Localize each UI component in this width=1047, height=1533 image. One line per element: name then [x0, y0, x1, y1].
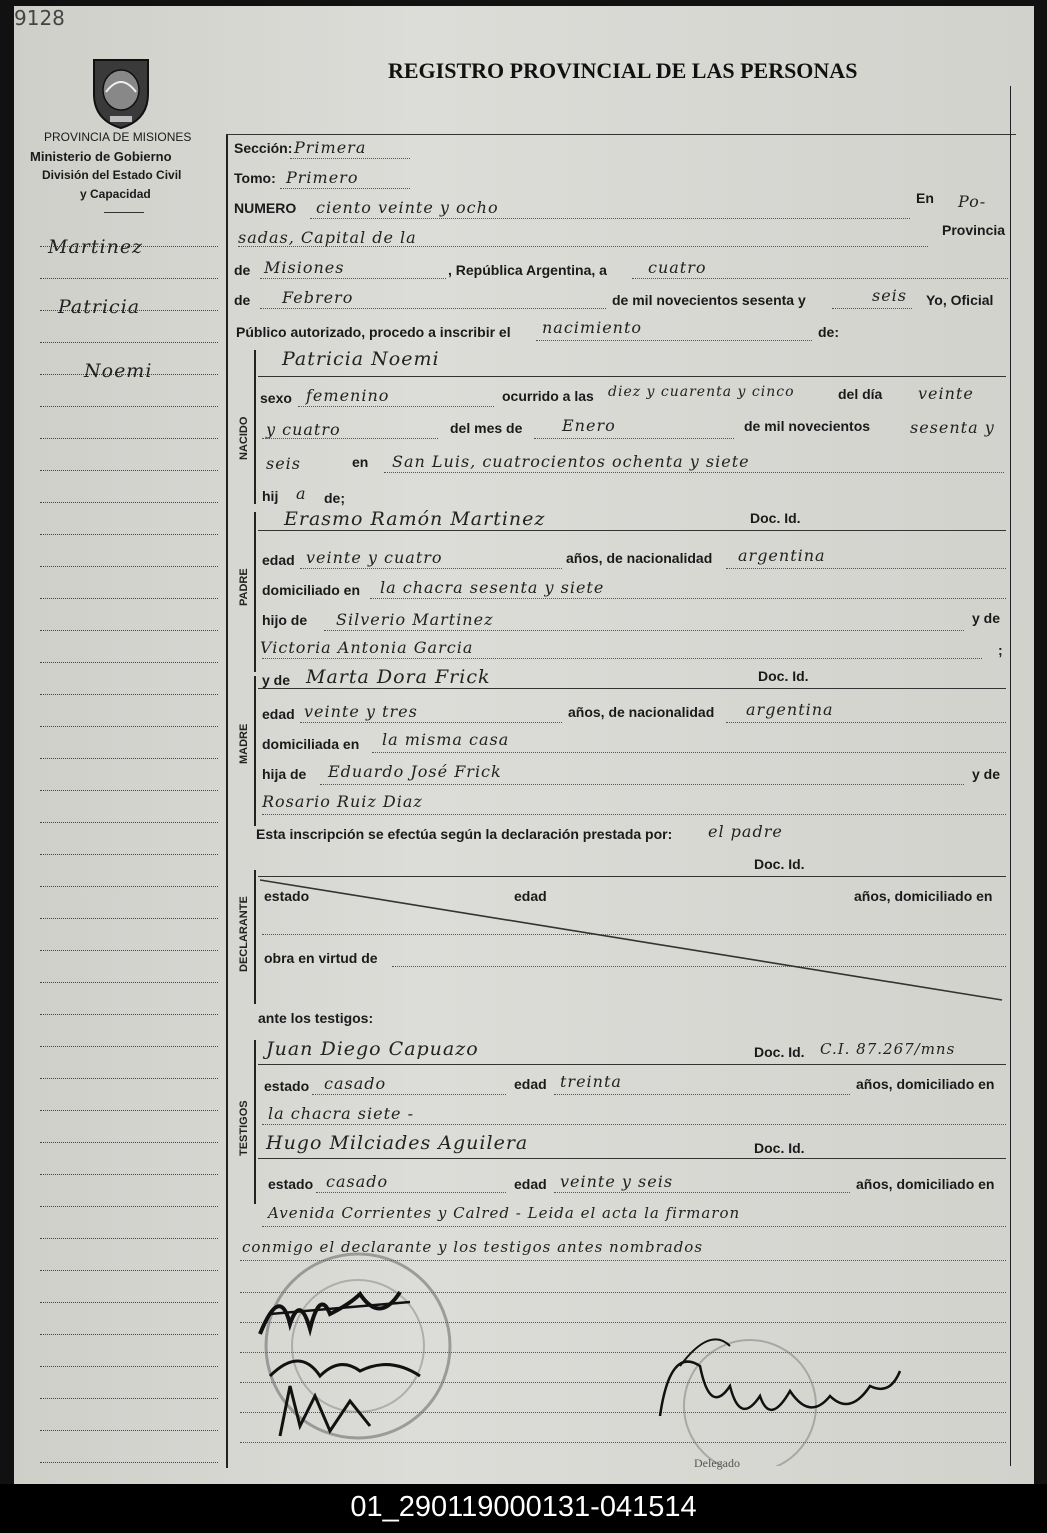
padre-dom-label: domiciliado en — [262, 582, 361, 598]
margin-ruled-line — [40, 1078, 218, 1079]
dia2-dots — [262, 438, 438, 439]
mes-value: Febrero — [282, 288, 354, 307]
margin-ruled-line — [40, 950, 218, 951]
numero-dots — [310, 218, 910, 219]
tomo-dots — [280, 188, 410, 189]
left-frame-line — [226, 134, 228, 1468]
hij-label: hij — [262, 488, 279, 504]
padre-nombre: Erasmo Ramón Martinez — [284, 508, 546, 530]
yo-oficial-label: Yo, Oficial — [926, 292, 994, 308]
mes-dots — [260, 308, 606, 309]
madre-bracket — [254, 676, 256, 826]
margin-ruled-line — [40, 1462, 218, 1463]
nacido-name-line — [258, 376, 1006, 377]
side-label-padre: PADRE — [238, 568, 250, 606]
side-label-testigos: TESTIGOS — [238, 1100, 250, 1156]
margin-ruled-line — [40, 1110, 218, 1111]
madre-dom-value: la misma casa — [382, 730, 510, 749]
margin-ruled-line — [40, 854, 218, 855]
testigo1-edad-label: edad — [514, 1076, 547, 1092]
padre-edad-value: veinte y cuatro — [306, 548, 443, 567]
madre-nac-value: argentina — [746, 700, 834, 719]
hora-value: diez y cuarenta y cinco — [608, 384, 795, 400]
margin-ruled-line — [40, 694, 218, 695]
cierre-text: conmigo el declarante y los testigos antes nombrados — [242, 1238, 704, 1256]
testigo2-dom-label: años, domiciliado en — [856, 1176, 995, 1192]
side-label-declarante: DECLARANTE — [238, 896, 250, 972]
margin-ruled-line — [40, 1206, 218, 1207]
en2-label: en — [352, 454, 369, 470]
declarante-bracket — [254, 870, 256, 1004]
madre-yde-label: y de — [262, 672, 291, 688]
margin-ruled-line — [40, 726, 218, 727]
del-mes-label: del mes de — [450, 420, 523, 436]
testigo1-name-line — [258, 1064, 1006, 1065]
margin-ruled-line — [40, 630, 218, 631]
declarante-name-line — [258, 876, 1006, 877]
provincial-crest-icon — [86, 54, 156, 130]
testigo2-estado-value: casado — [326, 1172, 389, 1191]
nac-mes-dots — [534, 438, 734, 439]
lugar-dots — [384, 472, 1004, 473]
madre-dom-label: domiciliada en — [262, 736, 360, 752]
margin-surname: Martinez — [48, 236, 144, 258]
sexo-label: sexo — [260, 390, 292, 406]
margin-ruled-line — [40, 566, 218, 567]
dia-dots — [632, 278, 1008, 279]
margin-ruled-line — [40, 1366, 218, 1367]
testigo1-edad-value: treinta — [560, 1072, 622, 1091]
org-ministry: Ministerio de Gobierno — [30, 149, 172, 164]
numero-value: ciento veinte y ocho — [316, 198, 499, 217]
nac-anio2-value: seis — [266, 454, 302, 473]
testigos-label: ante los testigos: — [258, 1010, 374, 1026]
margin-ruled-line — [40, 406, 218, 407]
madre-hija-label: hija de — [262, 766, 307, 782]
padre-hijo-dots — [324, 630, 964, 631]
hij-de-label: de; — [324, 490, 345, 506]
top-frame-line — [226, 134, 1016, 135]
padre-nac-value: argentina — [738, 546, 826, 565]
provincia-label: Provincia — [942, 222, 1006, 238]
margin-ruled-line — [40, 662, 218, 663]
de-mil-nov-label: de mil novecientos — [744, 418, 871, 434]
margin-ruled-line — [40, 1142, 218, 1143]
declarante-estado-label: estado — [264, 888, 310, 904]
madre-nombre: Marta Dora Frick — [306, 666, 491, 688]
seccion-dots — [290, 158, 410, 159]
margin-ruled-line — [40, 534, 218, 535]
margin-ruled-line — [40, 982, 218, 983]
acto-value: nacimiento — [542, 318, 643, 337]
madre-padre-value: Eduardo José Frick — [328, 762, 502, 781]
testigo1-dom-value: la chacra siete - — [268, 1104, 414, 1123]
dia-value: cuatro — [648, 258, 707, 277]
right-frame-line — [1010, 86, 1011, 1466]
testigo1-nombre: Juan Diego Capuazo — [266, 1038, 479, 1060]
padre-doc-label: Doc. Id. — [750, 510, 801, 526]
madre-madre-value: Rosario Ruiz Diaz — [262, 792, 423, 811]
en-value: Po- — [958, 192, 987, 211]
side-label-madre: MADRE — [238, 723, 250, 764]
margin-ruled-line — [40, 502, 218, 503]
padre-semicolon: ; — [998, 642, 1003, 658]
margin-ruled-line — [40, 758, 218, 759]
sexo-dots — [298, 406, 494, 407]
publico-label: Público autorizado, procedo a inscribir el — [236, 324, 511, 340]
madre-hija-dots — [320, 784, 964, 785]
de-colon-label: de: — [818, 324, 839, 340]
misiones-dots — [260, 278, 446, 279]
padre-dom-value: la chacra sesenta y siete — [380, 578, 605, 597]
testigo2-edad-value: veinte y seis — [560, 1172, 674, 1191]
margin-ruled-line — [40, 1014, 218, 1015]
margin-ruled-line — [40, 822, 218, 823]
registry-page — [14, 6, 1034, 1484]
margin-ruled-line — [40, 1302, 218, 1303]
padre-dom-dots — [370, 598, 1006, 599]
margin-ruled-line — [40, 470, 218, 471]
testigo1-doc-value: C.I. 87.267/mns — [820, 1040, 956, 1058]
org-division: División del Estado Civil — [42, 168, 182, 182]
seccion-label: Sección: — [234, 140, 293, 156]
org-divider — [104, 212, 144, 213]
stamp-text: Delegado — [694, 1456, 740, 1470]
margin-firstname: Patricia — [58, 296, 141, 318]
lugar-value: San Luis, cuatrocientos ochenta y siete — [392, 452, 750, 471]
corner-number: 9128 — [14, 6, 65, 30]
de2-label: de — [234, 292, 251, 308]
tomo-label: Tomo: — [234, 170, 276, 186]
margin-ruled-line — [40, 918, 218, 919]
seccion-value: Primera — [294, 138, 367, 157]
padre-padre-value: Silverio Martinez — [336, 610, 494, 629]
margin-ruled-line — [40, 1174, 218, 1175]
testigo1-dom-dots — [262, 1124, 1006, 1125]
scan-id-footer: 01_290119000131-041514 — [0, 1484, 1047, 1533]
madre-edad-dots — [300, 722, 562, 723]
org-capacity: y Capacidad — [80, 187, 151, 201]
margin-ruled-line — [40, 790, 218, 791]
madre-doc-label: Doc. Id. — [758, 668, 809, 684]
margin-ruled-line — [40, 438, 218, 439]
declaracion-label: Esta inscripción se efectúa según la declaración prestada por: — [256, 826, 673, 842]
padre-nac-label: años, de nacionalidad — [566, 550, 713, 566]
side-label-nacido: NACIDO — [238, 416, 250, 460]
padre-madre-value: Victoria Antonia Garcia — [260, 638, 474, 657]
padre-bracket — [254, 512, 256, 672]
madre-name-line — [258, 688, 1006, 689]
testigo1-edad-dots — [554, 1094, 850, 1095]
nacido-bracket — [254, 350, 256, 504]
declarante-edad-label: edad — [514, 888, 547, 904]
padre-name-line — [258, 530, 1006, 531]
republica-label: , República Argentina, a — [448, 262, 607, 278]
misiones-value: Misiones — [264, 258, 345, 277]
mil-nov-label: de mil novecientos sesenta y — [612, 292, 806, 308]
en-label: En — [916, 190, 934, 206]
testigo1-estado-dots — [312, 1094, 506, 1095]
testigo2-nombre: Hugo Milciades Aguilera — [266, 1132, 529, 1154]
sadas-value: sadas, Capital de la — [238, 228, 417, 247]
madre-nac-dots — [726, 722, 1006, 723]
margin-ruled-line — [40, 342, 218, 343]
dia2-value: y cuatro — [266, 420, 341, 439]
anio-dots — [832, 308, 912, 309]
declarante-signature-icon — [250, 1274, 430, 1354]
margin-ruled-line — [40, 1398, 218, 1399]
obra-label: obra en virtud de — [264, 950, 378, 966]
declarante-dom-label: años, domiciliado en — [854, 888, 993, 904]
testigo2-name-line — [258, 1158, 1006, 1159]
nacido-nombre: Patricia Noemi — [282, 348, 440, 370]
padre-madre-dots — [262, 658, 982, 659]
margin-ruled-line — [40, 278, 218, 279]
numero-label: NUMERO — [234, 200, 297, 216]
madre-nac-label: años, de nacionalidad — [568, 704, 715, 720]
testigo2-doc-label: Doc. Id. — [754, 1140, 805, 1156]
testigo-signatures-icon — [260, 1346, 440, 1446]
declarante-value: el padre — [708, 822, 783, 841]
acto-dots — [536, 340, 812, 341]
nac-mes-value: Enero — [562, 416, 616, 435]
anio-value: seis — [872, 286, 908, 305]
margin-ruled-line — [40, 1430, 218, 1431]
ocurrido-label: ocurrido a las — [502, 388, 594, 404]
padre-hijo-label: hijo de — [262, 612, 308, 628]
margin-ruled-line — [40, 1270, 218, 1271]
sexo-value: femenino — [306, 386, 390, 405]
madre-dom-dots — [372, 752, 1006, 753]
testigo2-edad-dots — [554, 1192, 850, 1193]
padre-edad-label: edad — [262, 552, 295, 568]
margin-ruled-line — [40, 598, 218, 599]
testigo1-dom-label: años, domiciliado en — [856, 1076, 995, 1092]
margin-ruled-line — [40, 886, 218, 887]
testigo2-dom-dots — [262, 1226, 1006, 1227]
padre-edad-dots — [300, 568, 562, 569]
testigo1-estado-label: estado — [264, 1078, 310, 1094]
nac-anio1-value: sesenta y — [910, 418, 995, 437]
margin-ruled-line — [40, 1046, 218, 1047]
padre-nac-dots — [726, 568, 1006, 569]
testigo2-dom-value: Avenida Corrientes y Calred - Leida el acta la firmaron — [268, 1204, 741, 1222]
padre-yde-label: y de — [972, 610, 1001, 626]
tomo-value: Primero — [286, 168, 359, 187]
testigo2-estado-label: estado — [268, 1176, 314, 1192]
testigo2-edad-label: edad — [514, 1176, 547, 1192]
madre-madre-dots — [262, 814, 1006, 815]
oficial-signature-icon — [640, 1326, 940, 1466]
de-label: de — [234, 262, 251, 278]
declarante-doc-label: Doc. Id. — [754, 856, 805, 872]
margin-ruled-line — [40, 1238, 218, 1239]
del-dia-label: del día — [838, 386, 883, 402]
madre-edad-value: veinte y tres — [304, 702, 418, 721]
declarante-cancel-stroke — [258, 878, 1008, 1004]
org-province: PROVINCIA DE MISIONES — [44, 130, 192, 144]
testigo1-doc-label: Doc. Id. — [754, 1044, 805, 1060]
testigo1-estado-value: casado — [324, 1074, 387, 1093]
madre-yde2-label: y de — [972, 766, 1001, 782]
madre-edad-label: edad — [262, 706, 295, 722]
testigo2-estado-dots — [316, 1192, 506, 1193]
sadas-dots — [238, 246, 928, 247]
margin-middlename: Noemi — [84, 360, 153, 382]
page-title: REGISTRO PROVINCIAL DE LAS PERSONAS — [388, 58, 858, 83]
testigos-bracket — [254, 1040, 256, 1204]
hij-a-value: a — [296, 484, 307, 503]
margin-ruled-line — [40, 1334, 218, 1335]
dia1-value: veinte — [918, 384, 974, 403]
